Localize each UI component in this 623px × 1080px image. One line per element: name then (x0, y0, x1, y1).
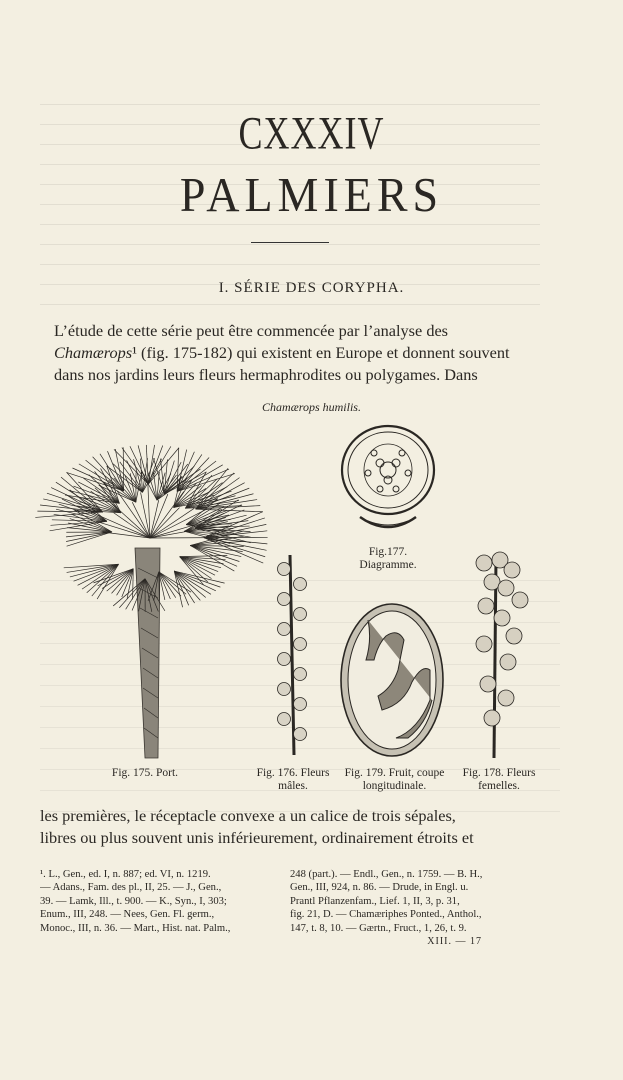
caption-line: femelles. (478, 780, 520, 792)
caption-line: Fig. 179. Fruit, coupe (344, 767, 445, 779)
caption-fig178 (454, 767, 544, 793)
floral-diagram (338, 425, 438, 545)
caption-fig175 (90, 767, 200, 780)
female-flower (512, 592, 528, 608)
paragraph-continued (40, 805, 542, 849)
male-flower (278, 623, 291, 636)
female-flower (476, 636, 492, 652)
male-flower (294, 698, 307, 711)
male-flower (294, 668, 307, 681)
footnote-line: 248 (part.). — Endl., Gen., n. 1759. — B. H., (290, 869, 483, 880)
palm-frond (180, 555, 228, 584)
footnote-line: ¹. L., Gen., ed. I, n. 887; ed. VI, n. 1219. (40, 869, 211, 880)
palm-frond (174, 571, 224, 607)
caption-line: Fig. 175. Port. (111, 767, 179, 779)
female-flower (498, 580, 514, 596)
male-flower (278, 563, 291, 576)
male-flower (278, 593, 291, 606)
male-flower (294, 608, 307, 621)
female-flower (498, 690, 514, 706)
footnote-line: 39. — Lamk, Ill., t. 900. — K., Syn., I, 303; (40, 895, 227, 907)
caption-line: Fig. 176. Fleurs (256, 767, 330, 779)
footnote-line: Enum., III, 248. — Nees, Gen. Fl. germ., (40, 909, 215, 921)
male-flowers-illustration (268, 555, 318, 760)
female-flower (504, 562, 520, 578)
caption-line: longitudinale. (362, 780, 427, 792)
chapter-title: PALMIERS (179, 167, 444, 222)
caption-line: mâles. (278, 780, 308, 792)
footnote-line: fig. 21, D. — Chamæriphes Ponted., Anthol., (290, 909, 482, 921)
fruit-section-illustration (338, 600, 446, 762)
caption-fig179 (337, 767, 452, 793)
male-flower (278, 683, 291, 696)
footnote-column-right (290, 868, 532, 948)
palm-tree-illustration (40, 428, 275, 758)
female-flower (484, 574, 500, 590)
section-heading: I. SÉRIE DES CORYPHA. (218, 280, 405, 296)
female-flower (478, 598, 494, 614)
palm-frond (64, 564, 119, 599)
paragraph-line: dans nos jardins leurs fleurs hermaphrodites ou polygames. Dans (54, 365, 478, 384)
male-flower (294, 728, 307, 741)
chapter-number: CXXXIV (238, 107, 385, 159)
paragraph-intro (40, 320, 542, 386)
female-flower (476, 555, 492, 571)
male-flower (294, 638, 307, 651)
palm-frond (66, 510, 150, 546)
female-flower (494, 610, 510, 626)
footnote-column-left (40, 868, 282, 935)
paragraph-line: Chamærops¹ (fig. 175-182) qui existent en Europe et donnent souvent (54, 343, 510, 362)
female-flower (484, 710, 500, 726)
footnote-line: Gen., III, 924, n. 86. — Drude, in Engl. u. (290, 882, 469, 894)
female-flowers-illustration (462, 548, 542, 763)
female-flower (480, 676, 496, 692)
caption-line: Diagramme. (359, 559, 417, 571)
paragraph-line: les premières, le réceptacle convexe a un calice de trois sépales, (40, 806, 456, 825)
male-flower (278, 713, 291, 726)
figure-plate-label: Chamærops humilis. (262, 400, 361, 414)
footnote-line: Monoc., III, n. 36. — Mart., Hist. nat. Palm., (40, 922, 231, 934)
paragraph-line: L’étude de cette série peut être commencée par l’analyse des (54, 321, 449, 340)
female-flower (506, 628, 522, 644)
footnote-line: Prantl Pflanzenfam., Lief. 1, II, 3, p. 31, (290, 895, 460, 907)
figure-caption (343, 546, 433, 572)
title-rule (251, 242, 329, 243)
footnote-line: 147, t. 8, 10. — Gærtn., Fruct., 1, 26, t. 9. (290, 922, 467, 934)
caption-line: Fig. 178. Fleurs (462, 767, 536, 779)
caption-line: Fig.177. (368, 546, 408, 558)
paragraph-line: libres ou plus souvent unis inférieurement, ordinairement étroits et (40, 828, 474, 847)
footnote-line: — Adans., Fam. des pl., II, 25. — J., Gen., (40, 882, 222, 894)
male-flower (278, 653, 291, 666)
female-flower (500, 654, 516, 670)
signature-mark: XIII. — 17 (427, 936, 482, 948)
caption-fig176 (248, 767, 338, 793)
male-flower (294, 578, 307, 591)
